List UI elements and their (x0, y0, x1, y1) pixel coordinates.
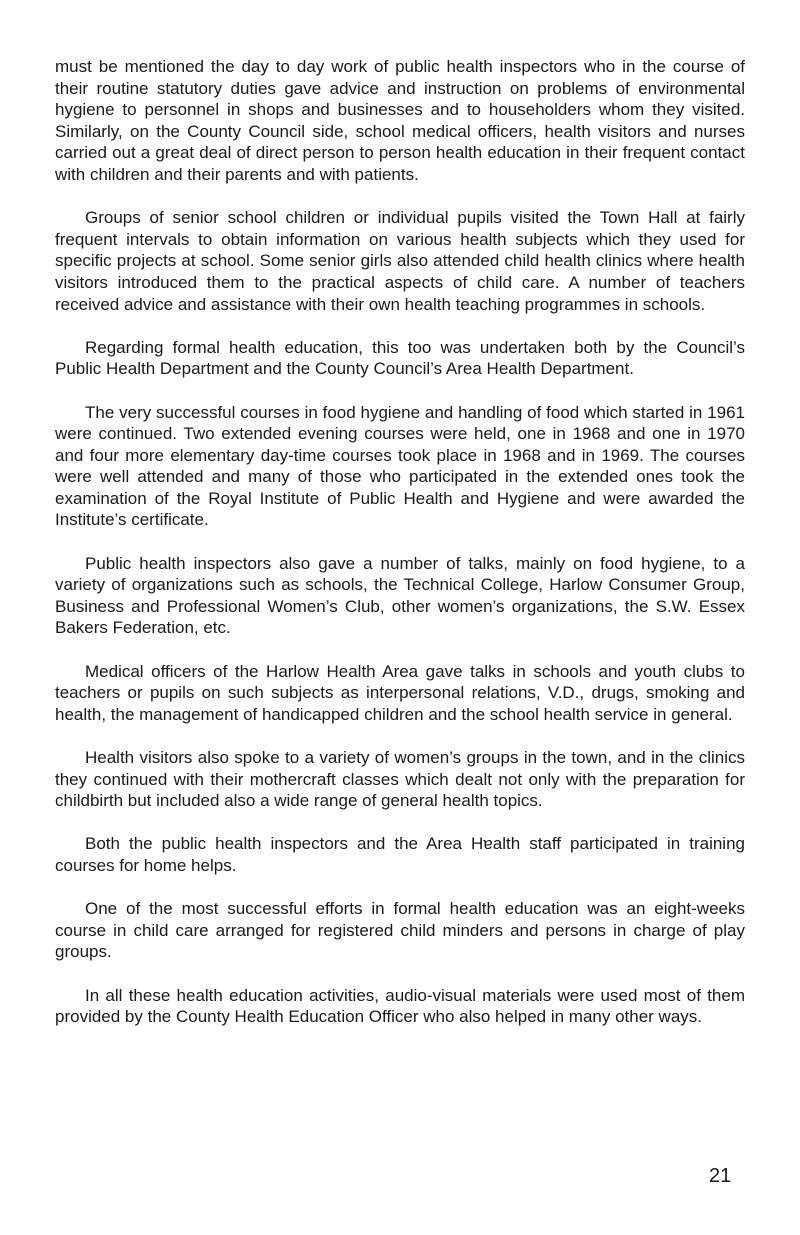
paragraph-school-visits: Groups of senior school children or individual pupils visited the Town Hall at fairly frequent intervals to obtain information on various health subjects which they used for specific projects at school. Some senior girls also attended child health clinics where health visitors introduced them to the practical aspects of child care. A number of teachers received advice and assistance with their own health teaching programmes in schools. (55, 208, 745, 314)
paragraph-formal-education: Regarding formal health education, this too was undertaken both by the Council’s Public Health Department and the County Council’s Area Health Department. (55, 337, 745, 379)
paragraph-medical-officer-talks: Medical officers of the Harlow Health Area gave talks in schools and youth clubs to teachers or pupils on such subjects as interpersonal relations, V.D., drugs, smoking and health, the management of handicapped children and the school health service in general. (55, 661, 745, 724)
paragraph-food-hygiene-courses: The very successful courses in food hygiene and handling of food which started in 1961 were continued. Two extended evening courses were held, one in 1968 and one in 1970 and four more elementary day-time courses took place in 1968 and in 1969. The courses were well attended and many of those who participated in the extended ones took the examination of the Royal Institute of Public Health and Hygiene and were awarded the Institute’s certificate. (55, 402, 745, 530)
paragraph-training-courses: Both the public health inspectors and the Area Hɐalth staff participated in training courses for home helps. (55, 834, 745, 875)
paragraph-continuation: must be mentioned the day to day work of public health inspectors who in the course of their routine statutory duties gave advice and instruction on problems of environmental hygiene to personnel in shops and businesses and to householders whom they visited. Similarly, on the County Council side, school medical officers, health visitors and nurses carried out a great deal of direct person to person health education in their frequent contact with children and their parents and with patients. (55, 57, 745, 184)
page-number: 21 (709, 1165, 732, 1187)
paragraph-child-care-course: One of the most successful efforts in formal health education was an eight-weeks course in child care arranged for registered child minders and persons in charge of play groups. (55, 899, 745, 962)
paragraph-health-visitors: Health visitors also spoke to a variety of women’s groups in the town, and in the clinics they continued with their mothercraft classes which dealt not only with the preparation for childbirth but included also a wide range of general health topics. (55, 748, 745, 811)
paragraph-inspector-talks: Public health inspectors also gave a number of talks, mainly on food hygiene, to a variety of organizations such as schools, the Technical College, Harlow Consumer Group, Business and Professional Women’s Club, other women’s organizations, the S.W. Essex Bakers Federation, etc. (55, 553, 745, 638)
paragraph-audio-visual: In all these health education activities, audio-visual materials were used most of them provided by the County Health Education Officer who also helped in many other ways. (55, 985, 745, 1027)
document-page (55, 56, 745, 1049)
